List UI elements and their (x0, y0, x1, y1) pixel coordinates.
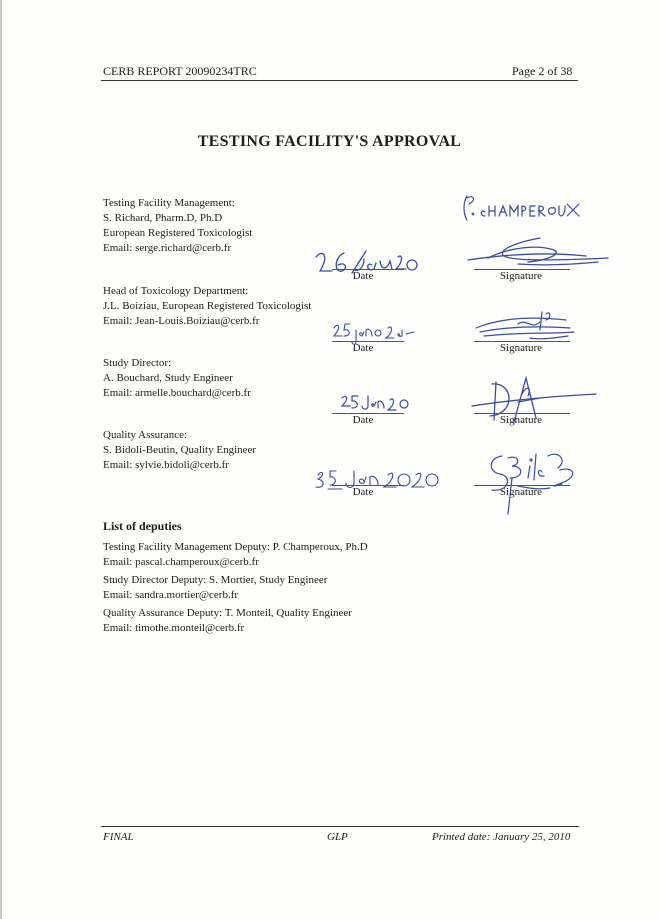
approval-block-2 (103, 284, 311, 329)
approval-name: S. Bidoli-Beutin, Quality Engineer (103, 444, 257, 456)
approval-role: Quality Assurance: (103, 429, 188, 441)
handwritten-date-4 (312, 465, 442, 495)
deputy-item-3 (103, 606, 352, 636)
handwritten-date-3 (338, 392, 418, 414)
signature-label: Signature (499, 342, 543, 354)
handwritten-name-champeroux (455, 192, 585, 226)
signature-boiziau (470, 308, 580, 344)
approval-email: Email: serge.richard@cerb.fr (103, 242, 232, 254)
deputy-email: Email: pascal.champeroux@cerb.fr (103, 556, 259, 568)
date-label: Date (352, 270, 374, 282)
approval-block-3 (103, 356, 251, 401)
signature-richard (458, 232, 618, 270)
date-label: Date (352, 414, 374, 426)
approval-role: Testing Facility Management: (103, 197, 235, 209)
approval-email: Email: sylvie.bidoli@cerb.fr (103, 459, 229, 471)
approval-qualification: European Registered Toxicologist (103, 227, 253, 239)
deputy-role: Study Director Deputy: S. Mortier, Study Engineer (103, 574, 328, 586)
approval-name: S. Richard, Pharm.D, Ph.D (103, 212, 223, 224)
signature-bouchard (470, 374, 600, 434)
header-rule (101, 80, 578, 81)
approval-name: J.L. Boiziau, European Registered Toxicologist (103, 300, 312, 312)
date-label: Date (352, 486, 374, 498)
approval-name: A. Bouchard, Study Engineer (103, 372, 233, 384)
handwritten-date-1 (308, 247, 428, 281)
date-label: Date (352, 342, 374, 354)
deputy-email: Email: sandra.mortier@cerb.fr (103, 589, 239, 601)
footer-glp: GLP (327, 831, 348, 843)
handwritten-date-2 (330, 320, 420, 346)
report-id: CERB REPORT 20090234TRC (103, 64, 257, 78)
approval-block-4 (103, 428, 256, 473)
approval-role: Study Director: (103, 357, 172, 369)
signature-bidoli (478, 448, 588, 518)
approval-email: Email: Jean-Louis.Boiziau@cerb.fr (103, 315, 260, 327)
footer-status: FINAL (103, 831, 134, 843)
deputy-role: Testing Facility Management Deputy: P. Champeroux, Ph.D (103, 541, 368, 553)
signature-label: Signature (499, 486, 543, 498)
signature-label: Signature (499, 270, 543, 282)
deputies-heading: List of deputies (103, 519, 182, 533)
footer-printed-date: Printed date: January 25, 2010 (432, 831, 571, 843)
approval-block-1 (103, 196, 252, 256)
footer-rule (101, 826, 579, 827)
deputy-role: Quality Assurance Deputy: T. Monteil, Quality Engineer (103, 607, 352, 619)
page-number: Page 2 of 38 (512, 64, 573, 78)
approval-role: Head of Toxicology Department: (103, 285, 249, 297)
signature-label: Signature (499, 414, 543, 426)
deputy-item-2 (103, 573, 327, 603)
deputy-email: Email: timothe.monteil@cerb.fr (103, 622, 245, 634)
deputy-item-1 (103, 540, 368, 570)
approval-email: Email: armelle.bouchard@cerb.fr (103, 387, 251, 399)
page-title: TESTING FACILITY'S APPROVAL (197, 133, 462, 150)
